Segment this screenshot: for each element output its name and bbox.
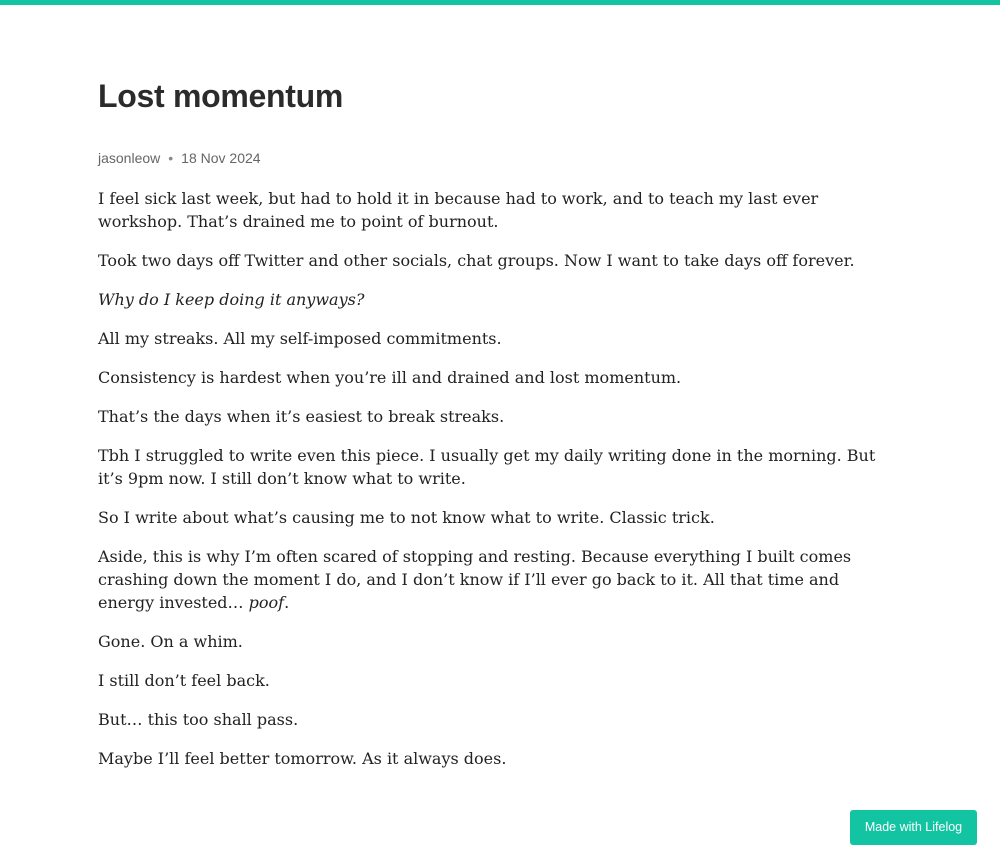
post-body [98,187,898,770]
paragraph: Gone. On a whim. [98,632,243,651]
emphasis-text: poof [248,593,285,612]
author-link[interactable]: jasonleow [98,150,161,166]
paragraph: Tbh I struggled to write even this piece. I usually get my daily writing done in the morning. But it’s 9pm now. I still don’t know what to write. [98,446,876,488]
paragraph: I still don’t feel back. [98,671,270,690]
paragraph: Why do I keep doing it anyways? [98,290,365,309]
paragraph: I feel sick last week, but had to hold it in because had to work, and to teach my last ever workshop. That’s drained me to point of burnout. [98,189,819,231]
post-date: 18 Nov 2024 [181,150,261,166]
paragraph-text: Aside, this is why I’m often scared of stopping and resting. Because everything I built comes crashing down the moment I do, and I don’t know if I’ll ever go back to it. All that time and energy invested… [98,547,852,612]
top-accent-bar [0,0,1000,5]
paragraph: Took two days off Twitter and other socials, chat groups. Now I want to take days off forever. [98,251,855,270]
post-meta [98,149,898,167]
meta-separator: • [168,150,174,166]
paragraph: But… this too shall pass. [98,710,299,729]
made-with-lifelog-button[interactable]: Made with Lifelog [850,810,977,845]
paragraph: That’s the days when it’s easiest to break streaks. [98,407,505,426]
post-article [98,78,898,786]
paragraph-end: . [284,593,290,612]
post-title: Lost momentum [98,78,343,114]
paragraph: Consistency is hardest when you’re ill and drained and lost momentum. [98,368,682,387]
paragraph: Maybe I’ll feel better tomorrow. As it always does. [98,749,507,768]
paragraph [98,545,898,614]
paragraph: All my streaks. All my self-imposed commitments. [98,329,502,348]
paragraph: So I write about what’s causing me to not know what to write. Classic trick. [98,508,715,527]
